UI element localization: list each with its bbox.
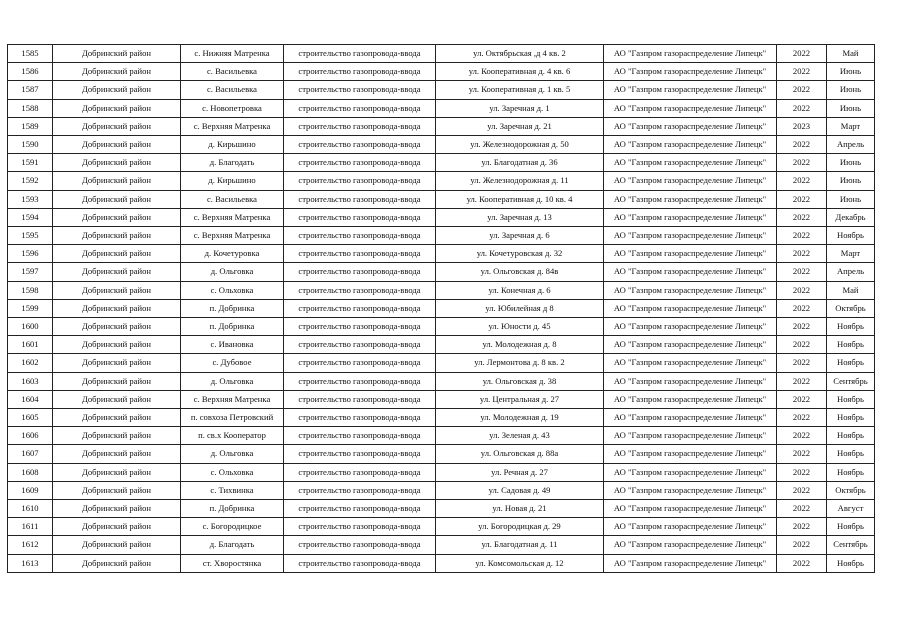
cell-organization: АО "Газпром газораспределение Липецк" — [604, 63, 777, 81]
cell-address: ул. Заречная д. 1 — [436, 99, 604, 117]
table-row — [8, 117, 875, 135]
cell-settlement: д. Кочетуровка — [181, 245, 284, 263]
cell-year: 2022 — [777, 81, 827, 99]
cell-district: Добринский район — [53, 354, 181, 372]
cell-month: Ноябрь — [827, 409, 875, 427]
cell-work-type: строительство газопровода-ввода — [284, 518, 436, 536]
cell-month: Ноябрь — [827, 463, 875, 481]
cell-organization: АО "Газпром газораспределение Липецк" — [604, 372, 777, 390]
document-page — [7, 44, 874, 573]
cell-address: ул. Железнодорожная д. 50 — [436, 136, 604, 154]
cell-organization: АО "Газпром газораспределение Липецк" — [604, 554, 777, 572]
table-row — [8, 81, 875, 99]
cell-district: Добринский район — [53, 63, 181, 81]
cell-address: ул. Речная д. 27 — [436, 463, 604, 481]
cell-settlement: с. Ольховка — [181, 281, 284, 299]
cell-address: ул. Новая д. 21 — [436, 500, 604, 518]
cell-district: Добринский район — [53, 372, 181, 390]
table-row — [8, 500, 875, 518]
cell-row-number: 1586 — [8, 63, 53, 81]
cell-address: ул. Ольговская д. 38 — [436, 372, 604, 390]
cell-month: Ноябрь — [827, 354, 875, 372]
cell-settlement: п. Добринка — [181, 318, 284, 336]
cell-month: Декабрь — [827, 208, 875, 226]
cell-row-number: 1608 — [8, 463, 53, 481]
cell-district: Добринский район — [53, 481, 181, 499]
cell-address: ул. Зеленая д. 43 — [436, 427, 604, 445]
table-row — [8, 281, 875, 299]
cell-address: ул. Благодатная д. 11 — [436, 536, 604, 554]
cell-organization: АО "Газпром газораспределение Липецк" — [604, 354, 777, 372]
cell-address: ул. Кооперативная д. 1 кв. 5 — [436, 81, 604, 99]
cell-settlement: д. Благодать — [181, 536, 284, 554]
cell-year: 2022 — [777, 354, 827, 372]
cell-organization: АО "Газпром газораспределение Липецк" — [604, 45, 777, 63]
cell-settlement: п. Добринка — [181, 500, 284, 518]
cell-row-number: 1600 — [8, 318, 53, 336]
cell-year: 2022 — [777, 63, 827, 81]
cell-address: ул. Ольговская д. 84в — [436, 263, 604, 281]
cell-month: Ноябрь — [827, 227, 875, 245]
cell-month: Ноябрь — [827, 336, 875, 354]
cell-year: 2022 — [777, 227, 827, 245]
cell-year: 2022 — [777, 372, 827, 390]
cell-organization: АО "Газпром газораспределение Липецк" — [604, 172, 777, 190]
table-row — [8, 409, 875, 427]
cell-address: ул. Благодатная д. 36 — [436, 154, 604, 172]
cell-row-number: 1592 — [8, 172, 53, 190]
cell-organization: АО "Газпром газораспределение Липецк" — [604, 263, 777, 281]
table-row — [8, 136, 875, 154]
cell-organization: АО "Газпром газораспределение Липецк" — [604, 154, 777, 172]
cell-district: Добринский район — [53, 409, 181, 427]
gas-pipeline-table — [7, 44, 875, 573]
cell-year: 2022 — [777, 154, 827, 172]
cell-row-number: 1603 — [8, 372, 53, 390]
cell-row-number: 1613 — [8, 554, 53, 572]
cell-year: 2022 — [777, 299, 827, 317]
cell-row-number: 1609 — [8, 481, 53, 499]
cell-row-number: 1598 — [8, 281, 53, 299]
cell-district: Добринский район — [53, 318, 181, 336]
cell-settlement: с. Ольховка — [181, 463, 284, 481]
cell-district: Добринский район — [53, 518, 181, 536]
cell-address: ул. Юбилейная д 8 — [436, 299, 604, 317]
cell-district: Добринский район — [53, 99, 181, 117]
table-row — [8, 45, 875, 63]
cell-settlement: д. Ольговка — [181, 372, 284, 390]
cell-work-type: строительство газопровода-ввода — [284, 463, 436, 481]
cell-district: Добринский район — [53, 136, 181, 154]
cell-month: Март — [827, 245, 875, 263]
cell-month: Ноябрь — [827, 554, 875, 572]
cell-work-type: строительство газопровода-ввода — [284, 336, 436, 354]
cell-settlement: п. Добринка — [181, 299, 284, 317]
cell-year: 2022 — [777, 45, 827, 63]
cell-row-number: 1591 — [8, 154, 53, 172]
cell-row-number: 1596 — [8, 245, 53, 263]
cell-address: ул. Юности д. 45 — [436, 318, 604, 336]
cell-month: Сентябрь — [827, 372, 875, 390]
cell-district: Добринский район — [53, 45, 181, 63]
cell-address: ул. Богородицкая д. 29 — [436, 518, 604, 536]
table-row — [8, 208, 875, 226]
cell-settlement: д. Ольговка — [181, 445, 284, 463]
cell-district: Добринский район — [53, 208, 181, 226]
cell-district: Добринский район — [53, 336, 181, 354]
cell-settlement: с. Богородицкое — [181, 518, 284, 536]
cell-address: ул. Заречная д. 21 — [436, 117, 604, 135]
cell-year: 2022 — [777, 172, 827, 190]
table-row — [8, 172, 875, 190]
cell-year: 2022 — [777, 554, 827, 572]
cell-district: Добринский район — [53, 281, 181, 299]
cell-district: Добринский район — [53, 117, 181, 135]
cell-work-type: строительство газопровода-ввода — [284, 245, 436, 263]
cell-organization: АО "Газпром газораспределение Липецк" — [604, 518, 777, 536]
cell-organization: АО "Газпром газораспределение Липецк" — [604, 117, 777, 135]
cell-row-number: 1593 — [8, 190, 53, 208]
cell-organization: АО "Газпром газораспределение Липецк" — [604, 481, 777, 499]
table-row — [8, 518, 875, 536]
cell-work-type: строительство газопровода-ввода — [284, 81, 436, 99]
cell-work-type: строительство газопровода-ввода — [284, 154, 436, 172]
cell-organization: АО "Газпром газораспределение Липецк" — [604, 427, 777, 445]
cell-address: ул. Железнодорожная д. 11 — [436, 172, 604, 190]
cell-row-number: 1585 — [8, 45, 53, 63]
cell-organization: АО "Газпром газораспределение Липецк" — [604, 245, 777, 263]
cell-address: ул. Кочетуровская д. 32 — [436, 245, 604, 263]
cell-district: Добринский район — [53, 245, 181, 263]
cell-month: Июнь — [827, 154, 875, 172]
table-row — [8, 354, 875, 372]
cell-address: ул. Лермонтова д. 8 кв. 2 — [436, 354, 604, 372]
cell-organization: АО "Газпром газораспределение Липецк" — [604, 445, 777, 463]
table-row — [8, 245, 875, 263]
cell-organization: АО "Газпром газораспределение Липецк" — [604, 318, 777, 336]
cell-work-type: строительство газопровода-ввода — [284, 208, 436, 226]
cell-work-type: строительство газопровода-ввода — [284, 136, 436, 154]
cell-address: ул. Кооперативная д. 10 кв. 4 — [436, 190, 604, 208]
cell-work-type: строительство газопровода-ввода — [284, 409, 436, 427]
cell-month: Апрель — [827, 263, 875, 281]
cell-month: Октябрь — [827, 481, 875, 499]
cell-row-number: 1597 — [8, 263, 53, 281]
cell-address: ул. Кооперативная д. 4 кв. 6 — [436, 63, 604, 81]
cell-district: Добринский район — [53, 81, 181, 99]
cell-address: ул. Садовая д. 49 — [436, 481, 604, 499]
cell-settlement: с. Дубовое — [181, 354, 284, 372]
cell-work-type: строительство газопровода-ввода — [284, 554, 436, 572]
cell-row-number: 1606 — [8, 427, 53, 445]
cell-work-type: строительство газопровода-ввода — [284, 427, 436, 445]
cell-year: 2022 — [777, 263, 827, 281]
cell-row-number: 1605 — [8, 409, 53, 427]
cell-settlement: с. Васильевка — [181, 190, 284, 208]
cell-address: ул. Ольговская д. 88а — [436, 445, 604, 463]
cell-work-type: строительство газопровода-ввода — [284, 536, 436, 554]
cell-row-number: 1612 — [8, 536, 53, 554]
cell-district: Добринский район — [53, 445, 181, 463]
cell-settlement: с. Нижняя Матренка — [181, 45, 284, 63]
cell-year: 2022 — [777, 208, 827, 226]
table-row — [8, 336, 875, 354]
cell-settlement: с. Тихвинка — [181, 481, 284, 499]
cell-district: Добринский район — [53, 427, 181, 445]
cell-year: 2022 — [777, 427, 827, 445]
cell-organization: АО "Газпром газораспределение Липецк" — [604, 81, 777, 99]
cell-address: ул. Молодежная д. 8 — [436, 336, 604, 354]
cell-year: 2022 — [777, 500, 827, 518]
cell-row-number: 1607 — [8, 445, 53, 463]
table-row — [8, 263, 875, 281]
cell-year: 2022 — [777, 518, 827, 536]
cell-district: Добринский район — [53, 172, 181, 190]
cell-year: 2022 — [777, 318, 827, 336]
cell-year: 2022 — [777, 409, 827, 427]
cell-year: 2022 — [777, 245, 827, 263]
cell-organization: АО "Газпром газораспределение Липецк" — [604, 390, 777, 408]
cell-row-number: 1590 — [8, 136, 53, 154]
table-row — [8, 427, 875, 445]
cell-month: Июнь — [827, 99, 875, 117]
cell-address: ул. Заречная д. 6 — [436, 227, 604, 245]
table-body — [8, 45, 875, 573]
cell-settlement: п. совхоза Петровский — [181, 409, 284, 427]
cell-row-number: 1602 — [8, 354, 53, 372]
cell-year: 2022 — [777, 536, 827, 554]
cell-row-number: 1611 — [8, 518, 53, 536]
table-row — [8, 554, 875, 572]
cell-month: Июнь — [827, 81, 875, 99]
cell-organization: АО "Газпром газораспределение Липецк" — [604, 336, 777, 354]
cell-row-number: 1588 — [8, 99, 53, 117]
table-row — [8, 318, 875, 336]
cell-row-number: 1601 — [8, 336, 53, 354]
cell-address: ул. Центральная д. 27 — [436, 390, 604, 408]
cell-work-type: строительство газопровода-ввода — [284, 190, 436, 208]
cell-month: Июнь — [827, 63, 875, 81]
cell-work-type: строительство газопровода-ввода — [284, 318, 436, 336]
cell-month: Октябрь — [827, 299, 875, 317]
cell-district: Добринский район — [53, 227, 181, 245]
cell-month: Июнь — [827, 172, 875, 190]
cell-work-type: строительство газопровода-ввода — [284, 63, 436, 81]
cell-year: 2022 — [777, 136, 827, 154]
cell-address: ул. Октябрьская ,д 4 кв. 2 — [436, 45, 604, 63]
cell-organization: АО "Газпром газораспределение Липецк" — [604, 536, 777, 554]
cell-district: Добринский район — [53, 190, 181, 208]
cell-work-type: строительство газопровода-ввода — [284, 227, 436, 245]
cell-settlement: д. Ольговка — [181, 263, 284, 281]
cell-month: Ноябрь — [827, 427, 875, 445]
cell-row-number: 1594 — [8, 208, 53, 226]
cell-work-type: строительство газопровода-ввода — [284, 45, 436, 63]
cell-settlement: с. Верхняя Матренка — [181, 208, 284, 226]
cell-settlement: с. Верхняя Матренка — [181, 227, 284, 245]
cell-district: Добринский район — [53, 263, 181, 281]
cell-settlement: с. Верхняя Матренка — [181, 390, 284, 408]
cell-row-number: 1604 — [8, 390, 53, 408]
cell-organization: АО "Газпром газораспределение Липецк" — [604, 500, 777, 518]
table-row — [8, 445, 875, 463]
cell-organization: АО "Газпром газораспределение Липецк" — [604, 409, 777, 427]
cell-district: Добринский район — [53, 154, 181, 172]
cell-settlement: с. Васильевка — [181, 81, 284, 99]
cell-month: Сентябрь — [827, 536, 875, 554]
cell-address: ул. Заречная д. 13 — [436, 208, 604, 226]
cell-settlement: д. Кирьшино — [181, 172, 284, 190]
table-row — [8, 99, 875, 117]
table-row — [8, 299, 875, 317]
cell-address: ул. Комсомольская д. 12 — [436, 554, 604, 572]
cell-organization: АО "Газпром газораспределение Липецк" — [604, 227, 777, 245]
cell-work-type: строительство газопровода-ввода — [284, 445, 436, 463]
cell-settlement: д. Благодать — [181, 154, 284, 172]
cell-year: 2022 — [777, 336, 827, 354]
cell-settlement: с. Новопетровка — [181, 99, 284, 117]
cell-row-number: 1589 — [8, 117, 53, 135]
cell-work-type: строительство газопровода-ввода — [284, 263, 436, 281]
cell-settlement: с. Васильевка — [181, 63, 284, 81]
cell-organization: АО "Газпром газораспределение Липецк" — [604, 99, 777, 117]
cell-district: Добринский район — [53, 554, 181, 572]
cell-organization: АО "Газпром газораспределение Липецк" — [604, 463, 777, 481]
cell-settlement: п. св.х Кооператор — [181, 427, 284, 445]
cell-district: Добринский район — [53, 390, 181, 408]
cell-month: Ноябрь — [827, 390, 875, 408]
cell-settlement: с. Ивановка — [181, 336, 284, 354]
cell-organization: АО "Газпром газораспределение Липецк" — [604, 299, 777, 317]
cell-work-type: строительство газопровода-ввода — [284, 172, 436, 190]
cell-district: Добринский район — [53, 500, 181, 518]
cell-month: Июнь — [827, 190, 875, 208]
cell-month: Ноябрь — [827, 518, 875, 536]
cell-month: Ноябрь — [827, 445, 875, 463]
table-row — [8, 154, 875, 172]
cell-work-type: строительство газопровода-ввода — [284, 481, 436, 499]
cell-organization: АО "Газпром газораспределение Липецк" — [604, 190, 777, 208]
table-row — [8, 227, 875, 245]
cell-address: ул. Конечная д. 6 — [436, 281, 604, 299]
table-row — [8, 481, 875, 499]
cell-row-number: 1599 — [8, 299, 53, 317]
cell-work-type: строительство газопровода-ввода — [284, 281, 436, 299]
cell-year: 2022 — [777, 481, 827, 499]
cell-district: Добринский район — [53, 536, 181, 554]
cell-year: 2022 — [777, 190, 827, 208]
cell-year: 2022 — [777, 463, 827, 481]
cell-year: 2022 — [777, 99, 827, 117]
cell-work-type: строительство газопровода-ввода — [284, 99, 436, 117]
cell-year: 2022 — [777, 445, 827, 463]
cell-work-type: строительство газопровода-ввода — [284, 372, 436, 390]
cell-settlement: ст. Хворостянка — [181, 554, 284, 572]
cell-row-number: 1587 — [8, 81, 53, 99]
cell-month: Март — [827, 117, 875, 135]
cell-month: Апрель — [827, 136, 875, 154]
table-row — [8, 372, 875, 390]
cell-month: Май — [827, 281, 875, 299]
cell-row-number: 1610 — [8, 500, 53, 518]
cell-month: Август — [827, 500, 875, 518]
cell-work-type: строительство газопровода-ввода — [284, 117, 436, 135]
cell-work-type: строительство газопровода-ввода — [284, 354, 436, 372]
table-row — [8, 390, 875, 408]
table-row — [8, 536, 875, 554]
table-row — [8, 63, 875, 81]
cell-settlement: с. Верхняя Матренка — [181, 117, 284, 135]
cell-month: Май — [827, 45, 875, 63]
cell-organization: АО "Газпром газораспределение Липецк" — [604, 136, 777, 154]
cell-year: 2023 — [777, 117, 827, 135]
table-row — [8, 463, 875, 481]
cell-address: ул. Молодежная д. 19 — [436, 409, 604, 427]
cell-year: 2022 — [777, 281, 827, 299]
cell-work-type: строительство газопровода-ввода — [284, 390, 436, 408]
cell-organization: АО "Газпром газораспределение Липецк" — [604, 281, 777, 299]
cell-year: 2022 — [777, 390, 827, 408]
cell-work-type: строительство газопровода-ввода — [284, 500, 436, 518]
cell-settlement: д. Кирьшино — [181, 136, 284, 154]
cell-organization: АО "Газпром газораспределение Липецк" — [604, 208, 777, 226]
table-row — [8, 190, 875, 208]
cell-work-type: строительство газопровода-ввода — [284, 299, 436, 317]
cell-district: Добринский район — [53, 299, 181, 317]
cell-row-number: 1595 — [8, 227, 53, 245]
cell-month: Ноябрь — [827, 318, 875, 336]
cell-district: Добринский район — [53, 463, 181, 481]
